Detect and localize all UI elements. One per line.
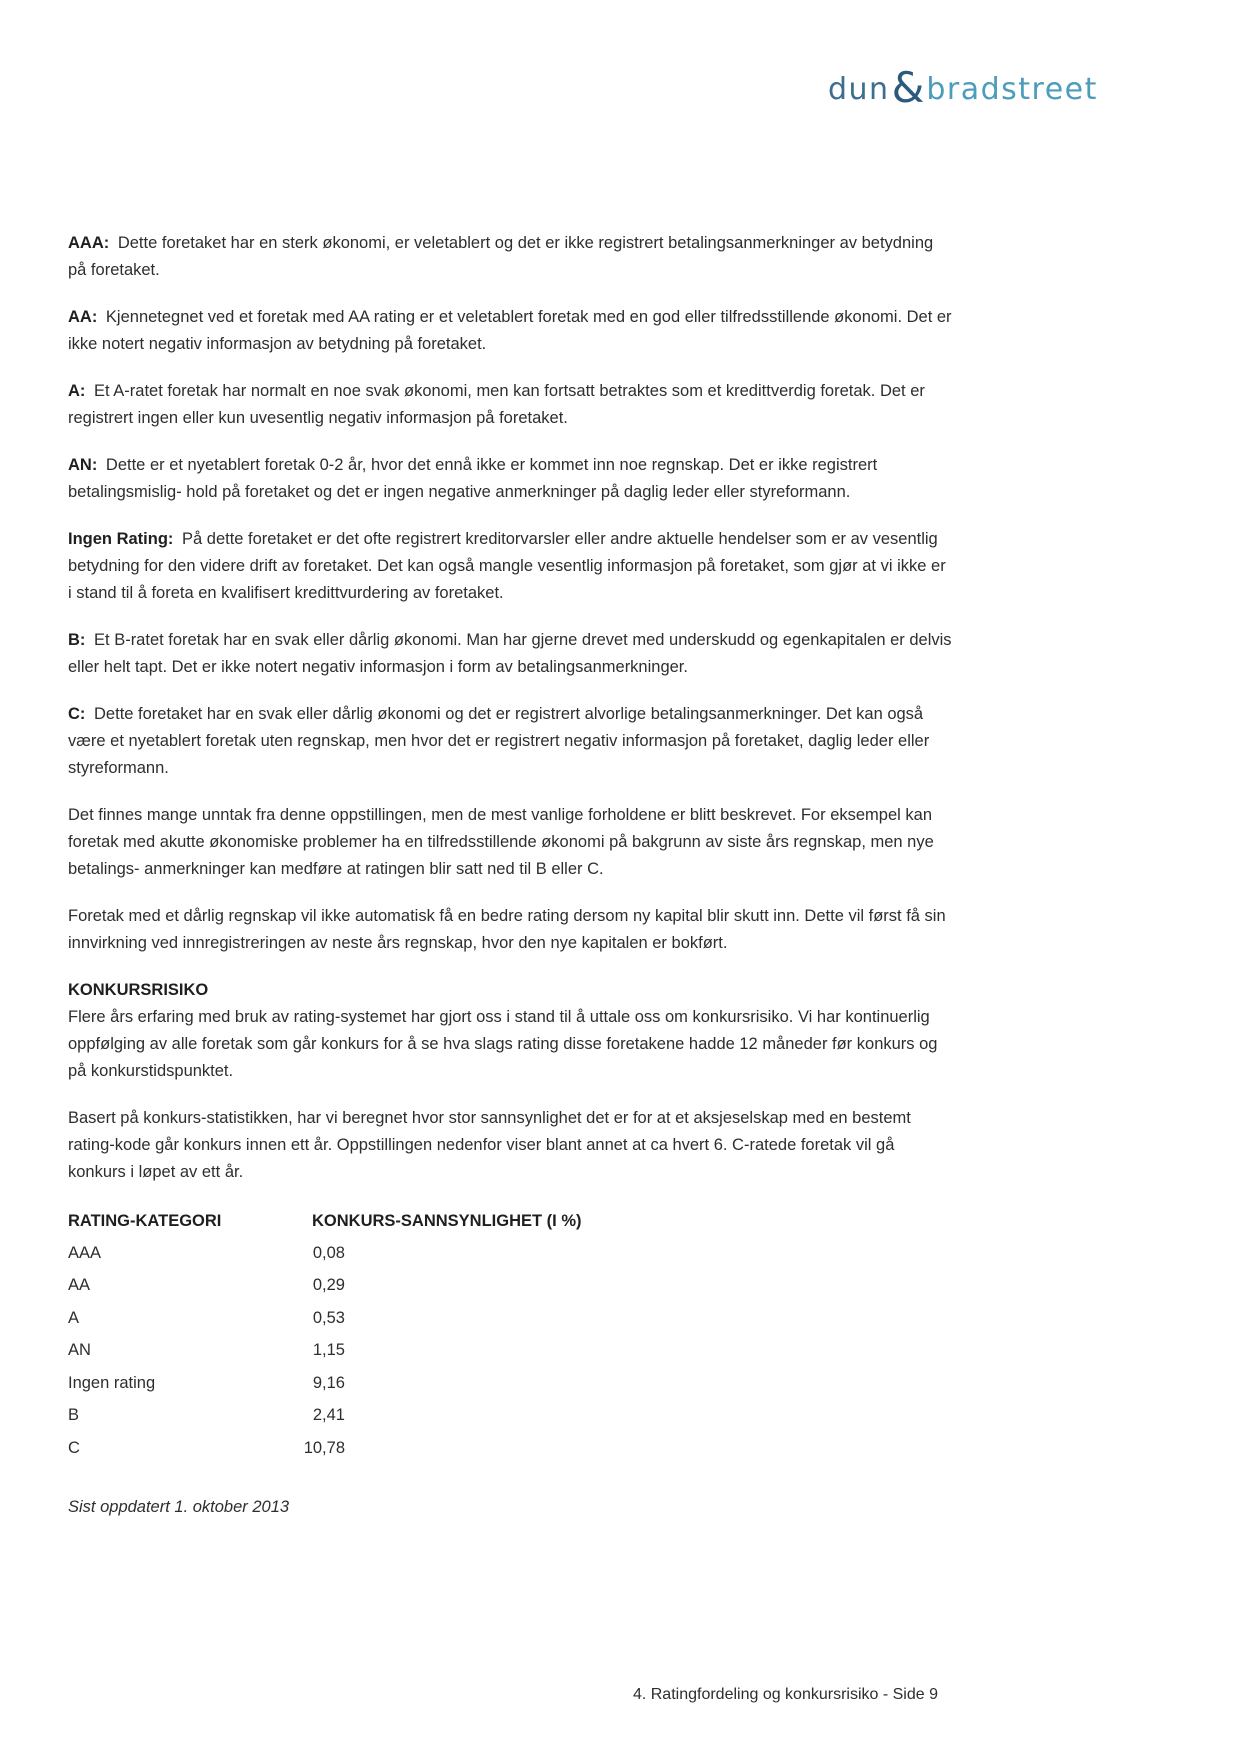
table-cell-probability: 2,41 xyxy=(312,1406,345,1425)
table-row-b xyxy=(68,1400,953,1433)
table-row-aa xyxy=(68,1270,953,1303)
rating-label-ingen-rating: Ingen Rating: xyxy=(68,530,174,548)
logo-word-dun: dun xyxy=(828,72,890,107)
konkursrisiko-heading: KONKURSRISIKO xyxy=(68,981,209,999)
rating-text-b: Et B-ratet foretak har en svak eller dårlig økonomi. Man har gjerne drevet med underskudd og egenkapitalen er delvis eller helt tapt. Det er ikke notert negativ informasjon i form av betalingsanmerkninger. xyxy=(68,631,952,676)
table-row-c xyxy=(68,1432,953,1465)
rating-text-c: Dette foretaket har en svak eller dårlig økonomi og det er registrert alvorlige betalingsanmerkninger. Det kan også være et nyetablert foretak uten regnskap, men hvor det er registrert negativ informasjon på foretaket, daglig leder eller styreformann. xyxy=(68,705,930,777)
rating-definition-b xyxy=(68,627,953,681)
dun-bradstreet-logo xyxy=(828,63,1098,112)
table-row-ingen-rating xyxy=(68,1367,953,1400)
rating-text-an: Dette er et nyetablert foretak 0-2 år, hvor det ennå ikke er kommet inn noe regnskap. Det er ikke registrert betalingsmislig- hold på foretaket og det er ingen negative anmerkninger på daglig leder eller styreformann. xyxy=(68,456,878,501)
table-cell-category: AA xyxy=(68,1276,91,1295)
rating-definition-a xyxy=(68,378,953,432)
rating-definition-ingen-rating xyxy=(68,526,953,607)
rating-definition-aa xyxy=(68,304,953,358)
table-cell-category: B xyxy=(68,1406,80,1425)
logo-ampersand-icon: & xyxy=(891,63,925,112)
rating-label-aaa: AAA: xyxy=(68,234,110,252)
table-row-aaa xyxy=(68,1237,953,1270)
table-row-a xyxy=(68,1302,953,1335)
document-content xyxy=(68,230,953,1521)
rating-label-c: C: xyxy=(68,705,86,723)
konkurs-probability-table xyxy=(68,1206,953,1465)
rating-label-a: A: xyxy=(68,382,86,400)
rating-text-ingen-rating: På dette foretaket er det ofte registrert kreditorvarsler eller andre aktuelle hendelser som er av vesentlig betydning for den videre drift av foretaket. Det kan også mangle vesentlig informasjon på foretaket, som gjør at vi ikke er i stand til å foreta en kvalifisert kredittvurdering av foretaket. xyxy=(68,530,946,602)
rating-text-a: Et A-ratet foretak har normalt en noe svak økonomi, men kan fortsatt betraktes som et kredittverdig foretak. Det er registrert ingen eller kun uvesentlig negativ informasjon på foretaket. xyxy=(68,382,925,427)
last-updated-note: Sist oppdatert 1. oktober 2013 xyxy=(68,1497,290,1516)
table-cell-probability: 10,78 xyxy=(303,1438,345,1457)
rating-label-b: B: xyxy=(68,631,86,649)
table-header-konkurs-sannsynlighet: KONKURS-SANNSYNLIGHET (I %) xyxy=(312,1212,582,1230)
konkursrisiko-paragraph-2: Basert på konkurs-statistikken, har vi beregnet hvor stor sannsynlighet det er for at et aksjeselskap med en bestemt rating-kode går konkurs innen ett år. Oppstillingen nedenfor viser blant annet at ca hvert 6. C-ratede foretak vil gå konkurs i løpet av ett år. xyxy=(68,1109,911,1181)
table-cell-category: A xyxy=(68,1308,80,1327)
page-footer: 4. Ratingfordeling og konkursrisiko - Side 9 xyxy=(632,1686,938,1703)
logo-word-bradstreet: bradstreet xyxy=(926,72,1098,107)
exceptions-note: Det finnes mange unntak fra denne oppstillingen, men de mest vanlige forholdene er blitt beskrevet. For eksempel kan foretak med akutte økonomiske problemer ha en tilfredsstillende økonomi på bakgrunn av siste års regnskap, men nye betalings- anmerkninger kan medføre at ratingen blir satt ned til B eller C. xyxy=(68,806,934,878)
table-cell-category: AAA xyxy=(68,1243,102,1262)
konkursrisiko-paragraph-1: Flere års erfaring med bruk av rating-systemet har gjort oss i stand til å uttale oss om konkursrisiko. Vi har kontinuerlig oppfølging av alle foretak som går konkurs for å se hva slags rating disse foretakene hadde 12 måneder før konkurs og på konkurstidspunktet. xyxy=(68,1008,938,1080)
table-cell-probability: 0,53 xyxy=(312,1308,345,1327)
rating-label-an: AN: xyxy=(68,456,98,474)
rating-definition-aaa xyxy=(68,230,953,284)
table-cell-probability: 1,15 xyxy=(312,1341,345,1360)
table-cell-probability: 0,29 xyxy=(312,1276,345,1295)
rating-label-aa: AA: xyxy=(68,308,98,326)
table-cell-category: C xyxy=(68,1438,80,1457)
table-cell-probability: 9,16 xyxy=(312,1373,345,1392)
rating-definition-c xyxy=(68,701,953,782)
capital-injection-note: Foretak med et dårlig regnskap vil ikke automatisk få en bedre rating dersom ny kapital blir skutt inn. Dette vil først få sin innvirkning ved innregistreringen av neste års regnskap, hvor den nye kapitalen er bokført. xyxy=(68,907,946,952)
table-cell-category: AN xyxy=(68,1341,91,1360)
table-cell-probability: 0,08 xyxy=(312,1243,345,1262)
rating-text-aaa: Dette foretaket har en sterk økonomi, er veletablert og det er ikke registrert betalingsanmerkninger av betydning på foretaket. xyxy=(68,234,934,279)
table-header-row xyxy=(68,1206,953,1237)
rating-text-aa: Kjennetegnet ved et foretak med AA rating er et veletablert foretak med en god eller tilfredsstillende økonomi. Det er ikke notert negativ informasjon av betydning på foretaket. xyxy=(68,308,952,353)
table-header-rating-kategori: RATING-KATEGORI xyxy=(68,1212,222,1230)
table-cell-category: Ingen rating xyxy=(68,1373,156,1392)
table-row-an xyxy=(68,1335,953,1368)
rating-definition-an xyxy=(68,452,953,506)
